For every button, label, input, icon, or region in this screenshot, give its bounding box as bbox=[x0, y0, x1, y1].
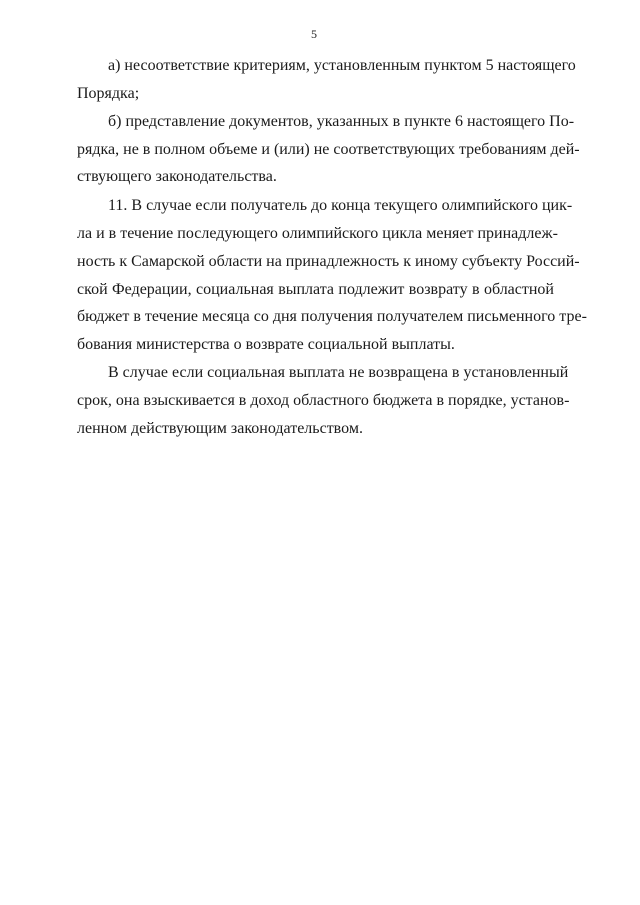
paragraph-11-line-6: бования министерства о возврате социальной выплаты. bbox=[77, 336, 455, 353]
paragraph-b-line-3: ствующего законодательства. bbox=[77, 168, 277, 185]
paragraph-a-line-2: Порядка; bbox=[77, 85, 140, 102]
paragraph-last-line-1: В случае если социальная выплата не возвращена в установленный bbox=[108, 364, 569, 381]
paragraph-b-line-1: б) представление документов, указанных в пункте 6 настоящего По- bbox=[108, 113, 575, 130]
paragraph-11-line-5: бюджет в течение месяца со дня получения получателем письменного тре- bbox=[77, 308, 587, 325]
paragraph-b-line-2: рядка, не в полном объеме и (или) не соответствующих требованиям дей- bbox=[77, 141, 580, 158]
paragraph-11-line-2: ла и в течение последующего олимпийского цикла меняет принадлеж- bbox=[77, 225, 558, 242]
paragraph-11-line-1: 11. В случае если получатель до конца текущего олимпийского цик- bbox=[108, 197, 573, 214]
paragraph-last-line-2: срок, она взыскивается в доход областного бюджета в порядке, установ- bbox=[77, 392, 570, 409]
paragraph-last-line-3: ленном действующим законодательством. bbox=[77, 420, 363, 437]
paragraph-11-line-4: ской Федерации, социальная выплата подлежит возврату в областной bbox=[77, 281, 554, 298]
paragraph-11-line-3: ность к Самарской области на принадлежность к иному субъекту Россий- bbox=[77, 253, 580, 270]
page-number: 5 bbox=[311, 27, 317, 41]
paragraph-a-line-1: а) несоответствие критериям, установленным пунктом 5 настоящего bbox=[108, 57, 576, 74]
